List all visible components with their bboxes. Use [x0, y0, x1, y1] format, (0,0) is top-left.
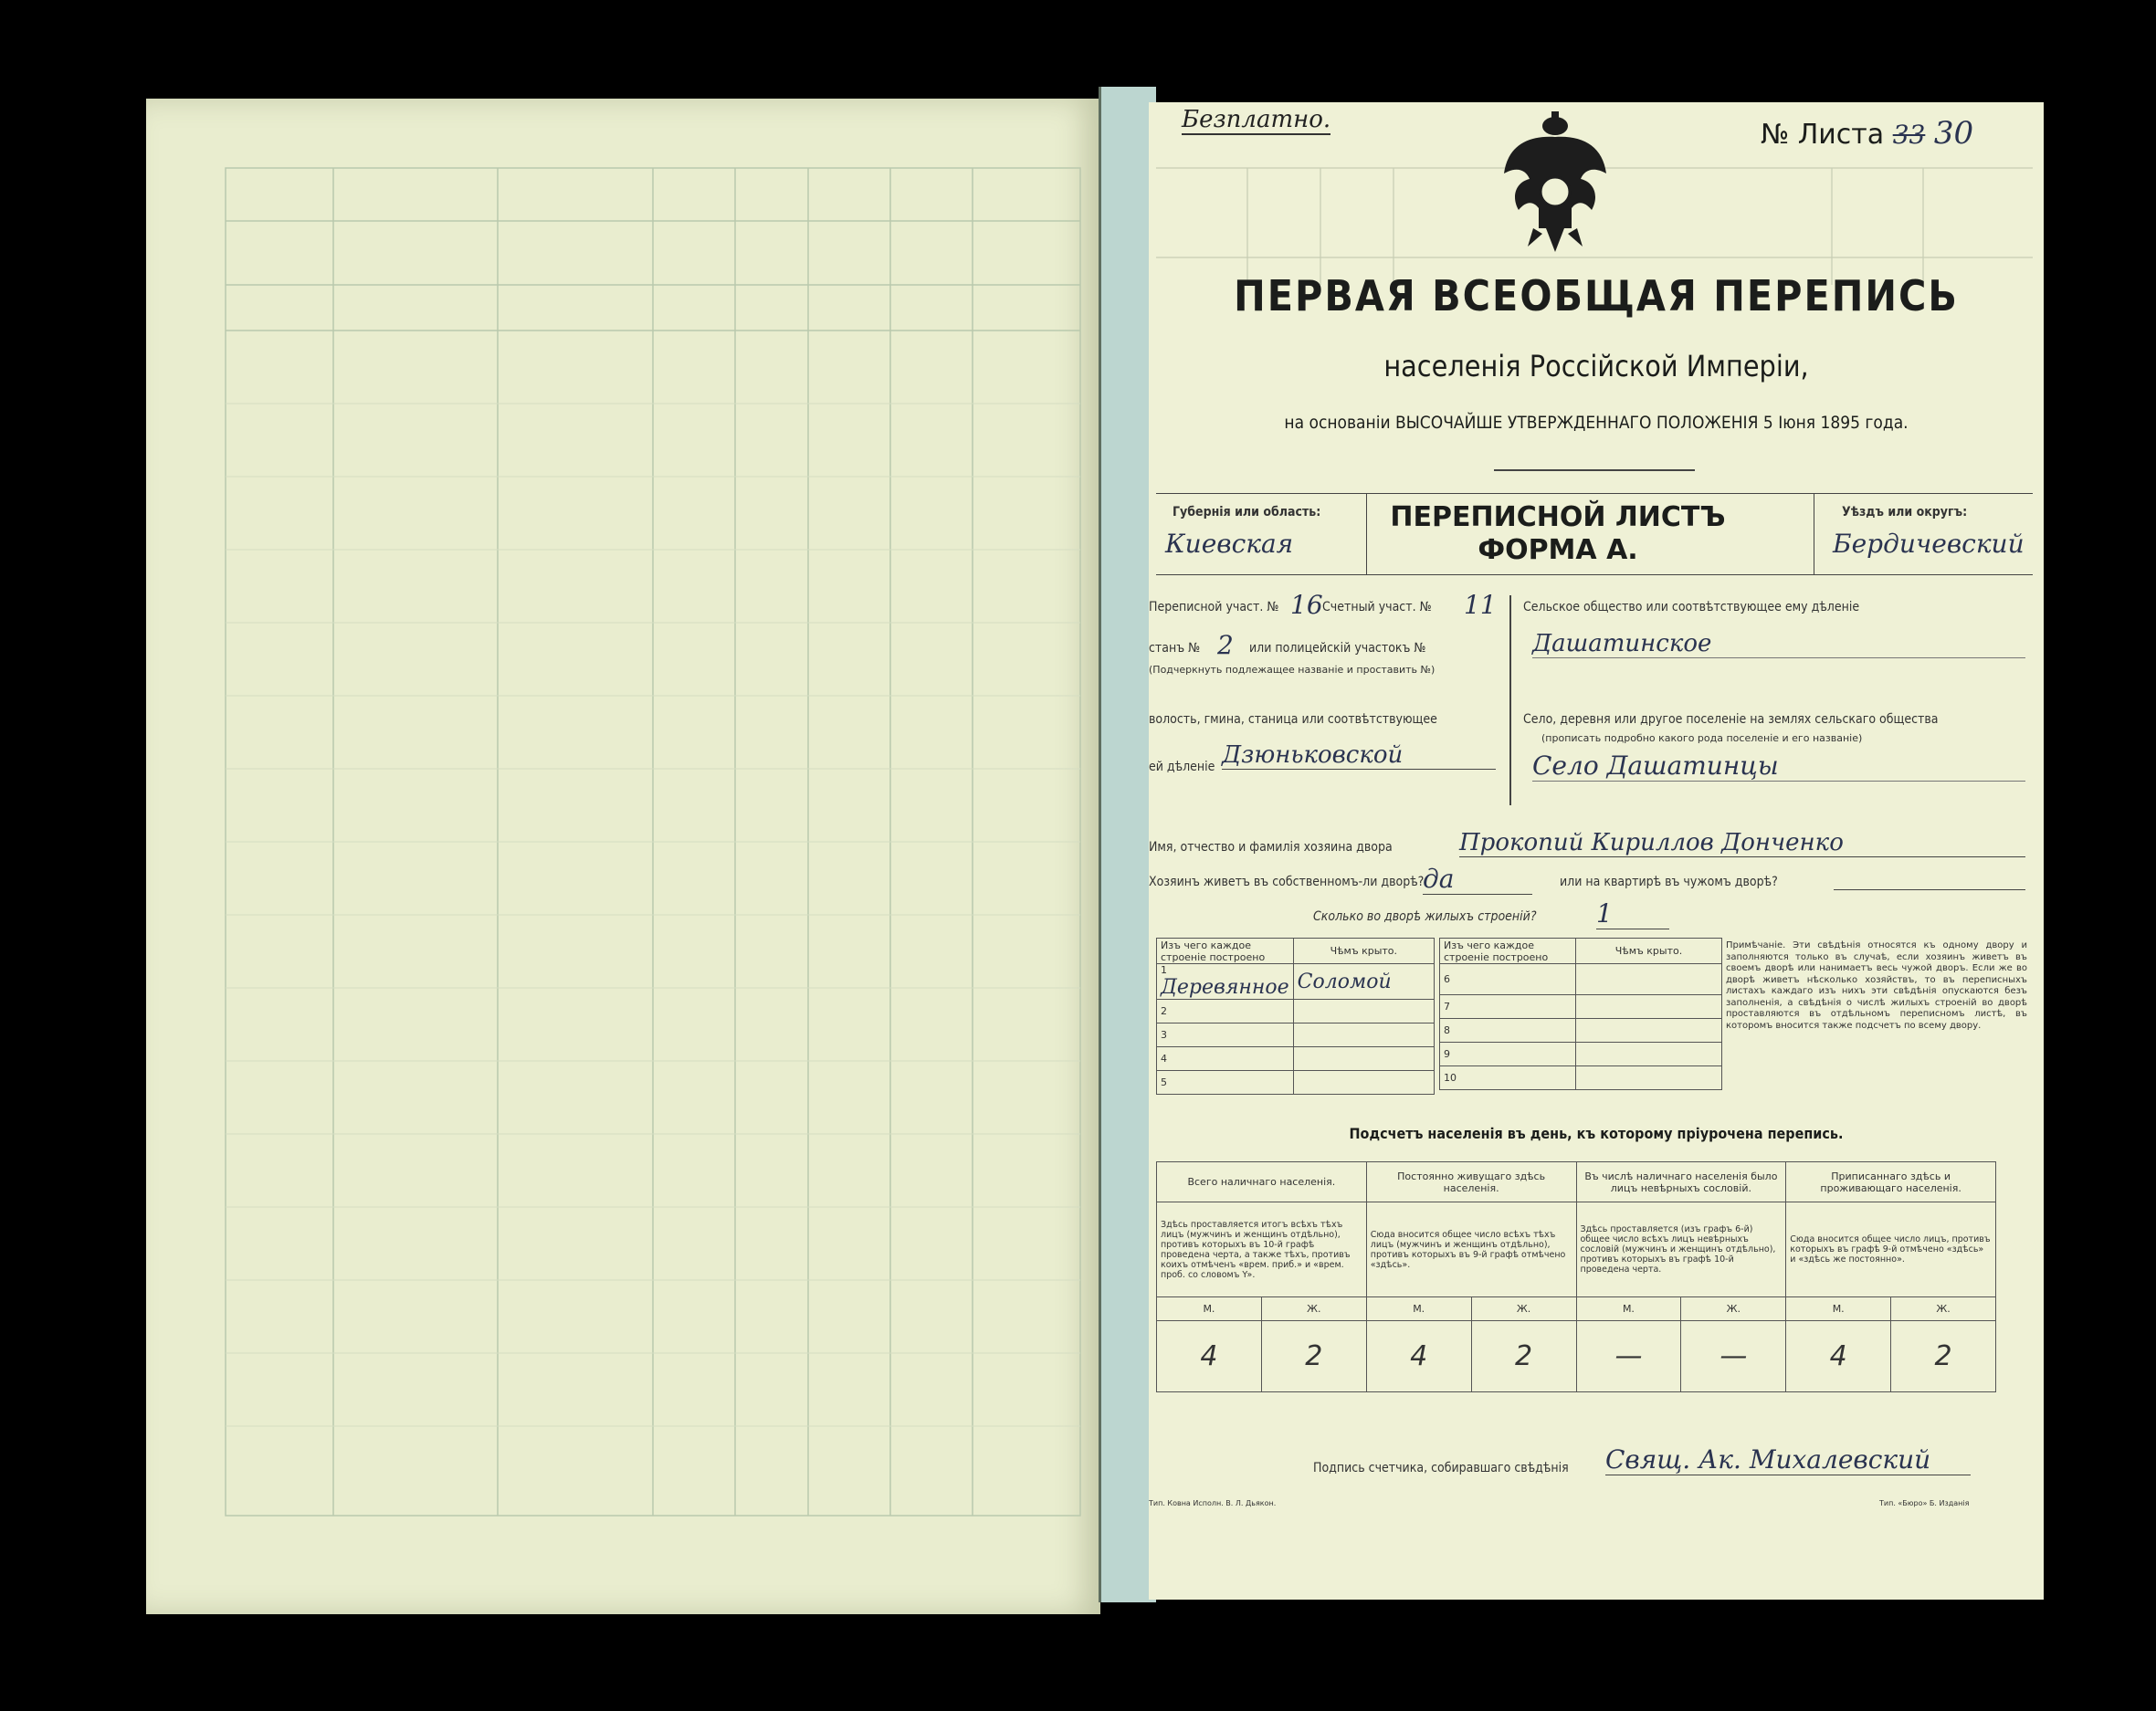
field-column-divider [1509, 595, 1511, 805]
sheet-number-label [1761, 115, 1973, 152]
bt-n8: 8 [1440, 1019, 1576, 1043]
society-value: Дашатинское [1532, 630, 2025, 658]
sex-label: М. [1786, 1297, 1891, 1321]
province-value: Киевская [1165, 529, 1294, 559]
buildings-value: 1 [1596, 898, 1669, 929]
count-desc-2: Сюда вносится общее число всѣхъ тѣхъ лицъ (мужчинъ и женщинъ отдѣльно), противъ которыхъ въ 9-й графѣ отмѣчено «здѣсь». [1366, 1202, 1576, 1297]
count-value: 2 [1891, 1321, 1996, 1392]
own-house-label: Хозяинъ живетъ въ собственномъ-ли дворѣ? [1149, 875, 1425, 889]
owner-value: Прокопий Кириллов Донченко [1459, 829, 2025, 857]
bt-n4: 4 [1157, 1047, 1294, 1071]
count-header-1: Всего наличнаго населенія. [1157, 1162, 1367, 1202]
bt-n1: 1 [1161, 964, 1167, 976]
legal-basis-line: на основаніи ВЫСОЧАЙШЕ УТВЕРЖДЕННАГО ПОЛОЖЕНІЯ 5 Іюня 1895 года. [1284, 413, 1909, 433]
count-value: 4 [1366, 1321, 1471, 1392]
province-cell [1156, 494, 1367, 574]
count-value: 2 [1471, 1321, 1576, 1392]
buildings-col1-r: Изъ чего каждое строеніе построено [1440, 939, 1576, 964]
bt-n6: 6 [1440, 964, 1576, 995]
volost-value: Дзюньковской [1222, 741, 1496, 770]
buildings-col2: Чѣмъ крыто. [1293, 939, 1434, 964]
count-title: Подсчетъ населенія въ день, къ которому пріурочена перепись. [1349, 1125, 1844, 1142]
village-value: Село Дашатинцы [1532, 751, 2025, 782]
count-value: 2 [1261, 1321, 1366, 1392]
village-label: Село, деревня или другое поселеніе на землях сельскаго общества [1523, 712, 1939, 727]
buildings-note: Примѣчаніе. Эти свѣдѣнія относятся къ одному двору и заполняются только въ случаѣ, если хозяинъ живетъ въ своемъ дворѣ или нанимаетъ весь чужой дворъ. Если же во дворѣ живетъ нѣсколько хозяйствъ, то въ переписныхъ листахъ каждаго изъ нихъ эти свѣдѣнія опускаются безъ заполненія, а свѣдѣнія о числѣ жилыхъ строеній во дворѣ проставляются въ отдѣльномъ переписномъ листѣ, въ которомъ вносится также подсчетъ по всему двору. [1726, 940, 2027, 1031]
stan-value: 2 [1217, 630, 1234, 660]
buildings-col2-r: Чѣмъ крыто. [1576, 939, 1722, 964]
buildings-table-left [1156, 938, 1435, 1095]
bt-roof1: Соломой [1297, 970, 1392, 993]
printer-left: Тип. Ковна Исполн. В. Л. Дьякон. [1149, 1499, 1277, 1507]
count-header-4: Приписаннаго здѣсь и проживающаго населенія. [1786, 1162, 1996, 1202]
form-header-row [1156, 493, 2033, 575]
document-title: ПЕРВАЯ ВСЕОБЩАЯ ПЕРЕПИСЬ [1234, 271, 1959, 320]
sex-label: М. [1576, 1297, 1681, 1321]
count-value: 4 [1157, 1321, 1262, 1392]
document-subtitle: населенія Россійской Имперіи, [1383, 349, 1809, 383]
sheet-label: № Листа [1761, 119, 1885, 151]
sex-label: Ж. [1471, 1297, 1576, 1321]
district-value: Бердичевский [1833, 529, 2025, 559]
population-count-table [1156, 1161, 1996, 1392]
own-house-value: да [1423, 864, 1532, 895]
volost-label-2: ей дѣленіе [1149, 760, 1215, 774]
ornament-divider [1494, 469, 1695, 471]
census-section-value: 16 [1290, 590, 1323, 620]
count-value: — [1681, 1321, 1786, 1392]
bt-material1: Деревянное [1161, 976, 1289, 999]
left-page-grid [224, 166, 1082, 1517]
owner-label: Имя, отчество и фамилія хозяина двора [1149, 840, 1393, 855]
police-label: или полицейскій участокъ № [1249, 641, 1426, 656]
sex-label: Ж. [1681, 1297, 1786, 1321]
count-desc-1: Здѣсь проставляется итогъ всѣхъ тѣхъ лицъ (мужчинъ и женщинъ отдѣльно), противъ которыхъ въ 10-й графѣ проведена черта, а также тѣхъ, противъ коихъ отмѣченъ «врем. приб.» и «врем. проб. со словомъ Y». [1157, 1202, 1367, 1297]
apartment-label: или на квартирѣ въ чужомъ дворѣ? [1560, 875, 1778, 889]
buildings-table-right [1439, 938, 1722, 1090]
bt-n9: 9 [1440, 1043, 1576, 1066]
count-header-3: Въ числѣ наличнаго населенія было лицъ невѣрныхъ сословій. [1576, 1162, 1786, 1202]
village-note: (прописать подробно какого рода поселеніе и его названіе) [1541, 732, 1863, 744]
census-form-page [1149, 102, 2044, 1600]
sheet-struck-number: 33 [1892, 120, 1926, 150]
bt-n10: 10 [1440, 1066, 1576, 1090]
sex-label: М. [1157, 1297, 1262, 1321]
sheet-number: 30 [1933, 115, 1974, 152]
printer-right: Тип. «Бюро» Б. Изданія [1879, 1499, 1970, 1507]
bt-n5: 5 [1157, 1071, 1294, 1095]
free-label: Безплатно. [1182, 106, 1331, 133]
sex-label: М. [1366, 1297, 1471, 1321]
bt-n3: 3 [1157, 1023, 1294, 1047]
district-label: Уѣздъ или округъ: [1842, 505, 1968, 520]
counting-section-value: 11 [1464, 590, 1497, 620]
form-title-line1: ПЕРЕПИСНОЙ ЛИСТЪ [1390, 501, 1726, 533]
signature-label: Подпись счетчика, собиравшаго свѣдѣнія [1313, 1461, 1569, 1475]
sex-label: Ж. [1261, 1297, 1366, 1321]
count-header-2: Постоянно живущаго здѣсь населенія. [1366, 1162, 1576, 1202]
signature-value: Свящ. Ак. Михалевский [1605, 1444, 1971, 1475]
sex-label: Ж. [1891, 1297, 1996, 1321]
imperial-eagle-emblem [1500, 110, 1610, 256]
buildings-label: Сколько во дворѣ жилыхъ строеній? [1313, 909, 1537, 924]
counting-section-label: Счетный участ. № [1322, 600, 1432, 614]
society-label: Сельское общество или соотвѣтствующее ему дѣленіе [1523, 600, 1860, 614]
count-value: 4 [1786, 1321, 1891, 1392]
form-title-line2: ФОРМА А. [1478, 534, 1638, 566]
underline-note: (Подчеркнуть подлежащее названіе и проставить №) [1149, 664, 1436, 676]
bt-n2: 2 [1157, 1000, 1294, 1023]
stan-label: станъ № [1149, 641, 1201, 656]
count-desc-4: Сюда вносится общее число лицъ, противъ которыхъ въ графѣ 9-й отмѣчено «здѣсь» и «здѣсь же постоянно». [1786, 1202, 1996, 1297]
bt-n7: 7 [1440, 995, 1576, 1019]
district-cell [1814, 494, 2034, 574]
buildings-col1: Изъ чего каждое строеніе построено [1157, 939, 1294, 964]
count-desc-3: Здѣсь проставляется (изъ графъ 6-й) общее число всѣхъ лицъ невѣрныхъ сословій (мужчинъ и женщинъ отдѣльно), противъ которыхъ въ графѣ 10-й проведена черта. [1576, 1202, 1786, 1297]
apartment-field [1834, 889, 2025, 890]
volost-label: волость, гмина, станица или соотвѣтствующее [1149, 712, 1437, 727]
count-value: — [1576, 1321, 1681, 1392]
province-label: Губернія или область: [1173, 505, 1321, 520]
census-section-label: Переписной участ. № [1149, 600, 1279, 614]
book-spine [1099, 87, 1156, 1602]
